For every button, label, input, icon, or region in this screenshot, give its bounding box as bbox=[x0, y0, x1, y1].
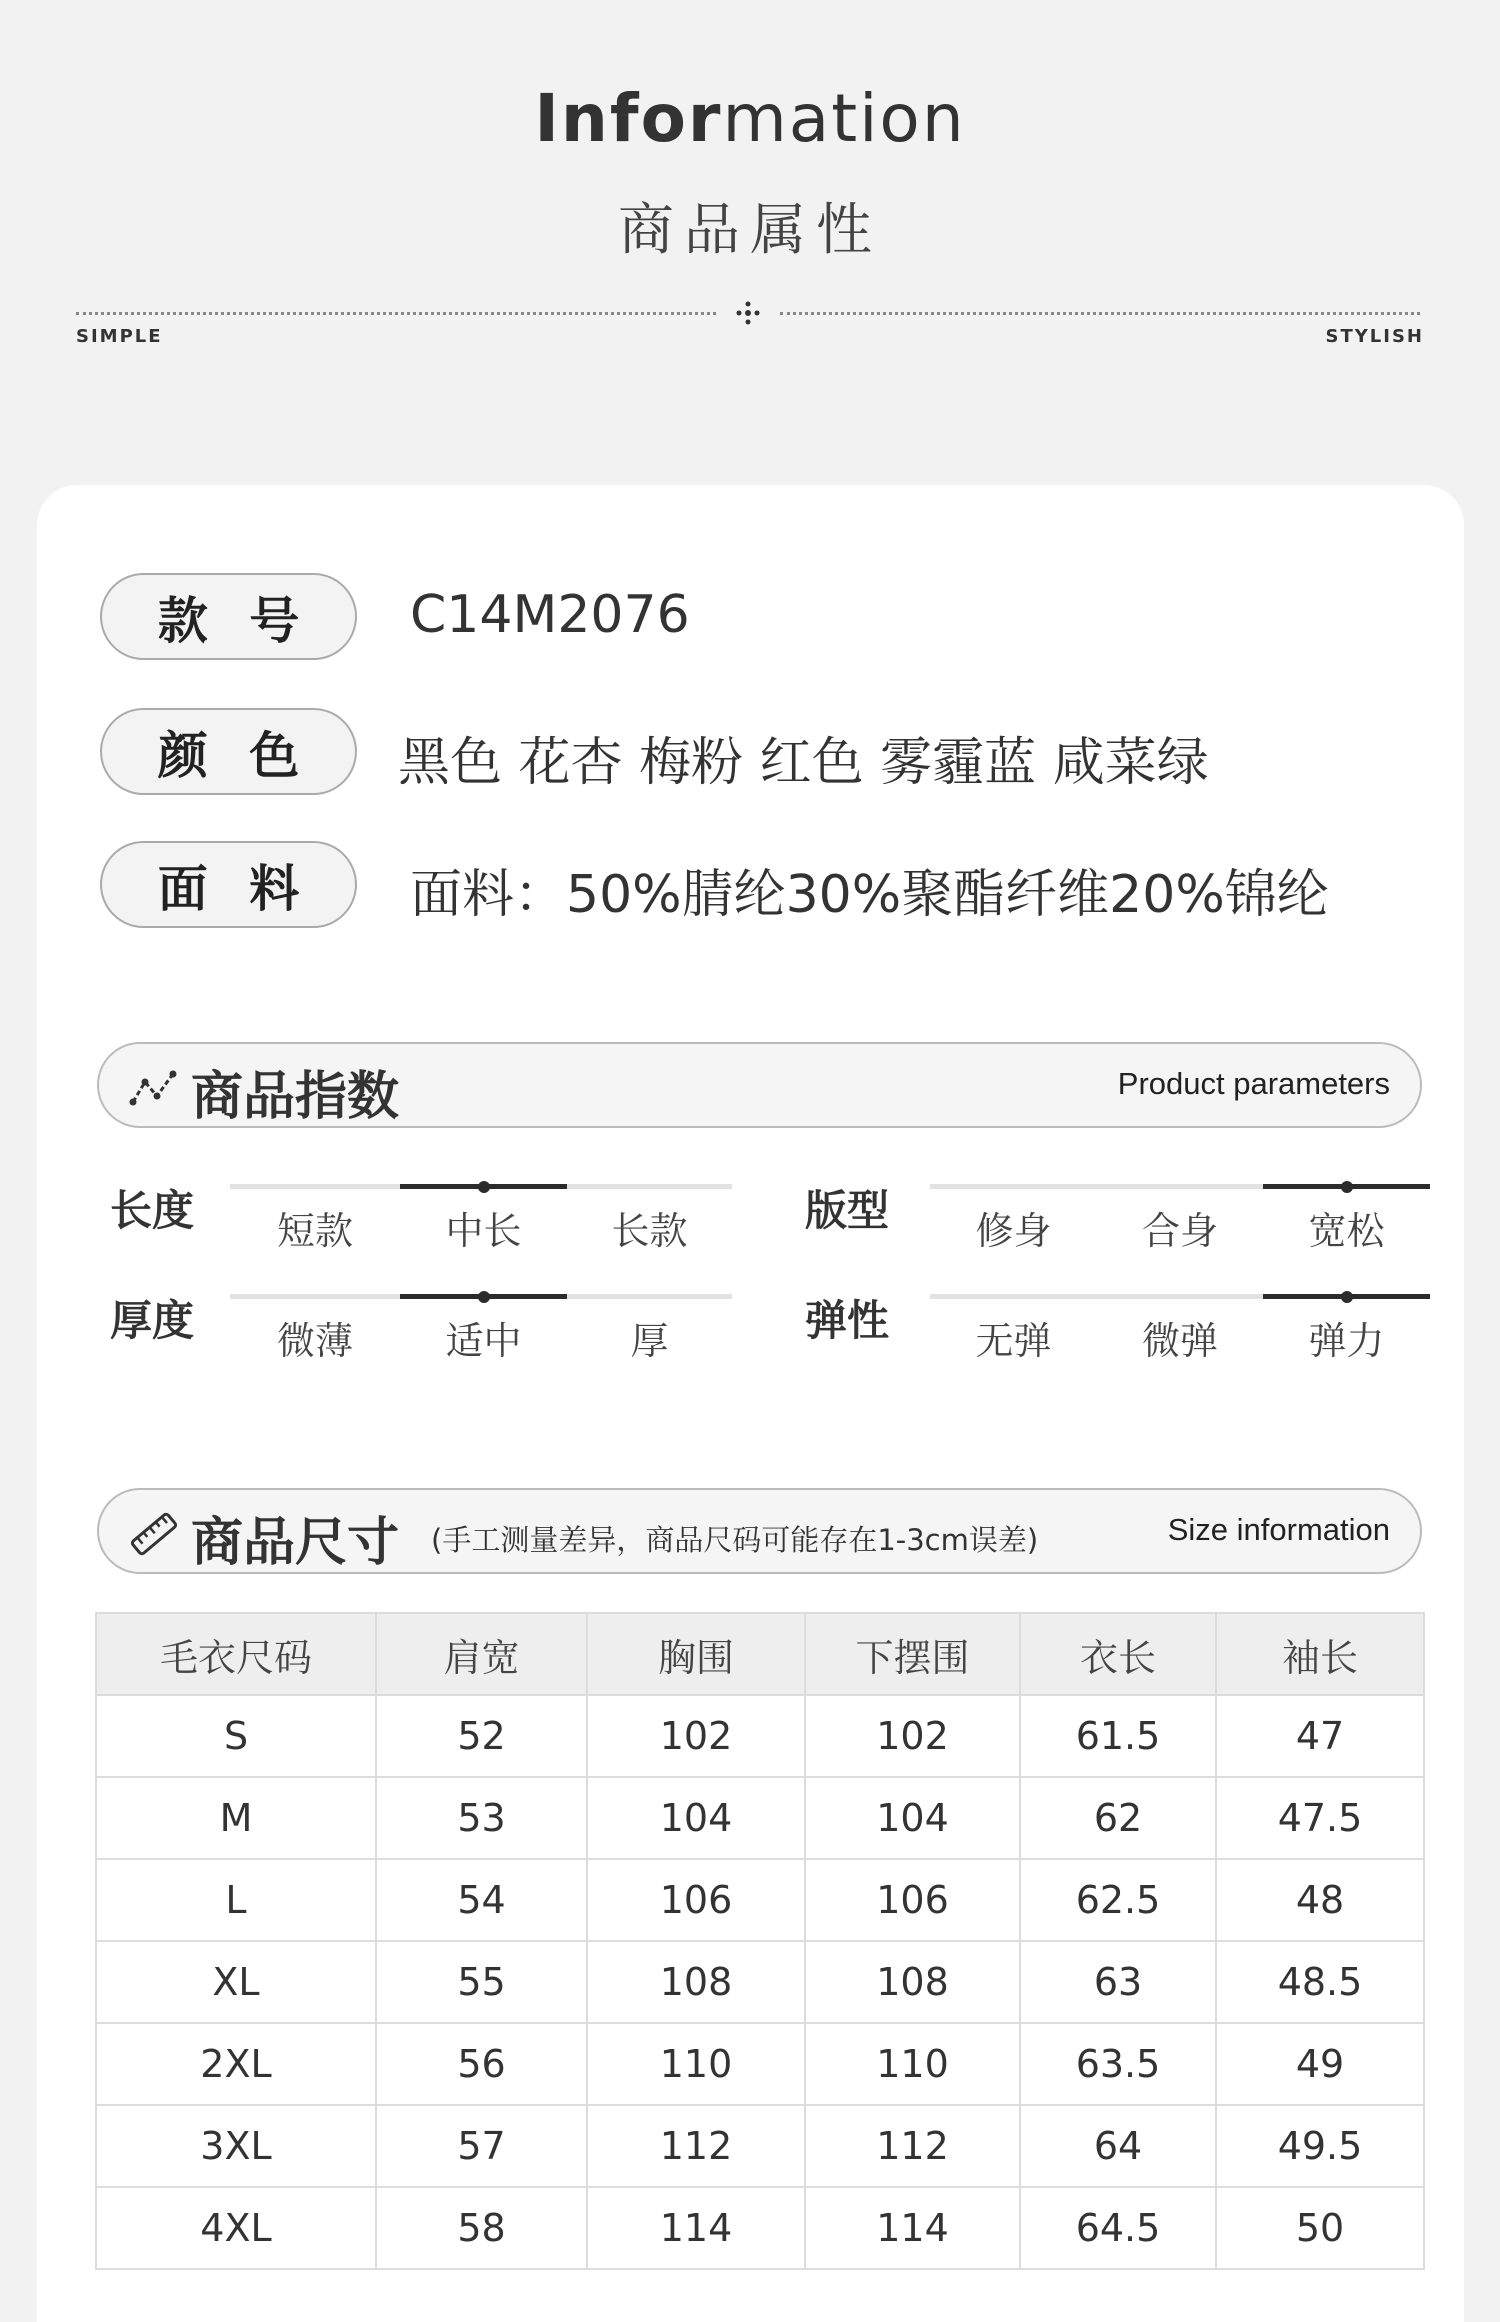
size-section-title: 商品尺寸 bbox=[191, 1513, 400, 1573]
size-section-note: (手工测量差异，商品尺码可能存在1-3cm误差) bbox=[431, 1523, 1039, 1557]
table-cell: 106 bbox=[805, 1859, 1020, 1941]
param-length-seg-0 bbox=[230, 1184, 400, 1189]
param-fit-label: 版型 bbox=[805, 1186, 890, 1235]
param-thickness-opt-2: 厚 bbox=[630, 1319, 669, 1363]
table-cell: 2XL bbox=[96, 2023, 376, 2105]
title-bold-part: Infor bbox=[534, 80, 723, 157]
table-cell: 64 bbox=[1020, 2105, 1216, 2187]
table-cell: 114 bbox=[587, 2187, 805, 2269]
param-fit-opt-2: 宽松 bbox=[1308, 1209, 1385, 1253]
table-cell: XL bbox=[96, 1941, 376, 2023]
right-dotted-divider bbox=[780, 312, 1420, 315]
table-cell: 3XL bbox=[96, 2105, 376, 2187]
param-thickness-seg-2 bbox=[567, 1294, 732, 1299]
params-section-title: 商品指数 bbox=[191, 1067, 400, 1127]
param-length-seg-2 bbox=[567, 1184, 732, 1189]
table-cell: S bbox=[96, 1695, 376, 1777]
param-thickness-label: 厚度 bbox=[110, 1296, 195, 1345]
table-cell: 47 bbox=[1216, 1695, 1424, 1777]
table-cell: 64.5 bbox=[1020, 2187, 1216, 2269]
table-cell: 108 bbox=[587, 1941, 805, 2023]
table-cell: 52 bbox=[376, 1695, 587, 1777]
table-cell: 58 bbox=[376, 2187, 587, 2269]
param-length-opt-0: 短款 bbox=[276, 1209, 353, 1253]
table-cell: 57 bbox=[376, 2105, 587, 2187]
param-fit-opt-1: 合身 bbox=[1141, 1209, 1218, 1253]
table-cell: 104 bbox=[805, 1777, 1020, 1859]
table-cell: 63 bbox=[1020, 1941, 1216, 2023]
table-cell: 110 bbox=[805, 2023, 1020, 2105]
table-cell: 62.5 bbox=[1020, 1859, 1216, 1941]
table-cell: 110 bbox=[587, 2023, 805, 2105]
table-cell: 108 bbox=[805, 1941, 1020, 2023]
param-fit-seg-1 bbox=[1097, 1184, 1263, 1189]
param-length-label: 长度 bbox=[110, 1186, 195, 1235]
param-fit-seg-2 bbox=[1263, 1184, 1430, 1189]
cross-arrows-icon bbox=[733, 298, 763, 328]
header-size: 毛衣尺码 bbox=[96, 1613, 376, 1695]
size-section-en: Size information bbox=[1167, 1512, 1390, 1547]
table-cell: 4XL bbox=[96, 2187, 376, 2269]
header-length: 衣长 bbox=[1020, 1613, 1216, 1695]
param-elasticity-seg-2 bbox=[1263, 1294, 1430, 1299]
table-row bbox=[96, 1695, 1424, 1777]
params-section-en: Product parameters bbox=[1117, 1066, 1390, 1101]
params-section-bar bbox=[97, 1042, 1422, 1128]
param-thickness-seg-0 bbox=[230, 1294, 400, 1299]
table-row bbox=[96, 2023, 1424, 2105]
table-row bbox=[96, 2187, 1424, 2269]
table-cell: M bbox=[96, 1777, 376, 1859]
page-title bbox=[0, 80, 1500, 157]
param-elasticity-label: 弹性 bbox=[805, 1296, 890, 1345]
title-rest-part: mation bbox=[722, 80, 966, 157]
table-cell: 61.5 bbox=[1020, 1695, 1216, 1777]
size-table-header-row bbox=[96, 1613, 1424, 1695]
left-dotted-divider bbox=[76, 312, 716, 315]
stylish-tag: STYLISH bbox=[1325, 326, 1424, 347]
table-row bbox=[96, 1859, 1424, 1941]
table-cell: 112 bbox=[587, 2105, 805, 2187]
table-cell: 53 bbox=[376, 1777, 587, 1859]
table-cell: 104 bbox=[587, 1777, 805, 1859]
style-number-value: C14M2076 bbox=[410, 585, 690, 645]
header-chest: 胸围 bbox=[587, 1613, 805, 1695]
header-shoulder: 肩宽 bbox=[376, 1613, 587, 1695]
table-cell: 56 bbox=[376, 2023, 587, 2105]
table-cell: 62 bbox=[1020, 1777, 1216, 1859]
table-cell: 47.5 bbox=[1216, 1777, 1424, 1859]
fabric-label: 面 料 bbox=[100, 841, 357, 928]
ruler-icon bbox=[129, 1510, 179, 1558]
param-length-seg-1 bbox=[400, 1184, 567, 1189]
table-cell: 48.5 bbox=[1216, 1941, 1424, 2023]
table-row bbox=[96, 1777, 1424, 1859]
size-section-bar bbox=[97, 1488, 1422, 1574]
table-cell: 49.5 bbox=[1216, 2105, 1424, 2187]
table-cell: 102 bbox=[805, 1695, 1020, 1777]
header-sleeve: 袖长 bbox=[1216, 1613, 1424, 1695]
param-fit-seg-0 bbox=[930, 1184, 1097, 1189]
table-cell: 48 bbox=[1216, 1859, 1424, 1941]
table-cell: 49 bbox=[1216, 2023, 1424, 2105]
fabric-value: 面料：50%腈纶30%聚酯纤维20%锦纶 bbox=[410, 865, 1329, 925]
param-length-opt-2: 长款 bbox=[611, 1209, 688, 1253]
table-cell: 112 bbox=[805, 2105, 1020, 2187]
table-cell: 55 bbox=[376, 1941, 587, 2023]
param-thickness-opt-0: 微薄 bbox=[276, 1319, 353, 1363]
table-cell: 63.5 bbox=[1020, 2023, 1216, 2105]
trend-line-icon bbox=[129, 1068, 179, 1108]
param-elasticity-seg-1 bbox=[1097, 1294, 1263, 1299]
param-thickness-opt-1: 适中 bbox=[445, 1319, 522, 1363]
table-cell: L bbox=[96, 1859, 376, 1941]
param-elasticity-seg-0 bbox=[930, 1294, 1097, 1299]
style-number-label: 款 号 bbox=[100, 573, 357, 660]
param-length-opt-1: 中长 bbox=[445, 1209, 522, 1253]
table-cell: 102 bbox=[587, 1695, 805, 1777]
param-elasticity-opt-2: 弹力 bbox=[1308, 1319, 1385, 1363]
size-table bbox=[95, 1612, 1425, 2270]
param-elasticity-opt-1: 微弹 bbox=[1141, 1319, 1218, 1363]
table-cell: 106 bbox=[587, 1859, 805, 1941]
param-elasticity-opt-0: 无弹 bbox=[975, 1319, 1052, 1363]
simple-tag: SIMPLE bbox=[76, 326, 163, 347]
table-cell: 54 bbox=[376, 1859, 587, 1941]
color-label: 颜 色 bbox=[100, 708, 357, 795]
page-subtitle: 商品属性 bbox=[618, 198, 882, 263]
param-thickness-seg-1 bbox=[400, 1294, 567, 1299]
table-row bbox=[96, 1941, 1424, 2023]
header-hem: 下摆围 bbox=[805, 1613, 1020, 1695]
color-value: 黑色 花杏 梅粉 红色 雾霾蓝 咸菜绿 bbox=[398, 733, 1209, 793]
table-cell: 114 bbox=[805, 2187, 1020, 2269]
table-cell: 50 bbox=[1216, 2187, 1424, 2269]
param-fit-opt-0: 修身 bbox=[975, 1209, 1052, 1253]
table-row bbox=[96, 2105, 1424, 2187]
